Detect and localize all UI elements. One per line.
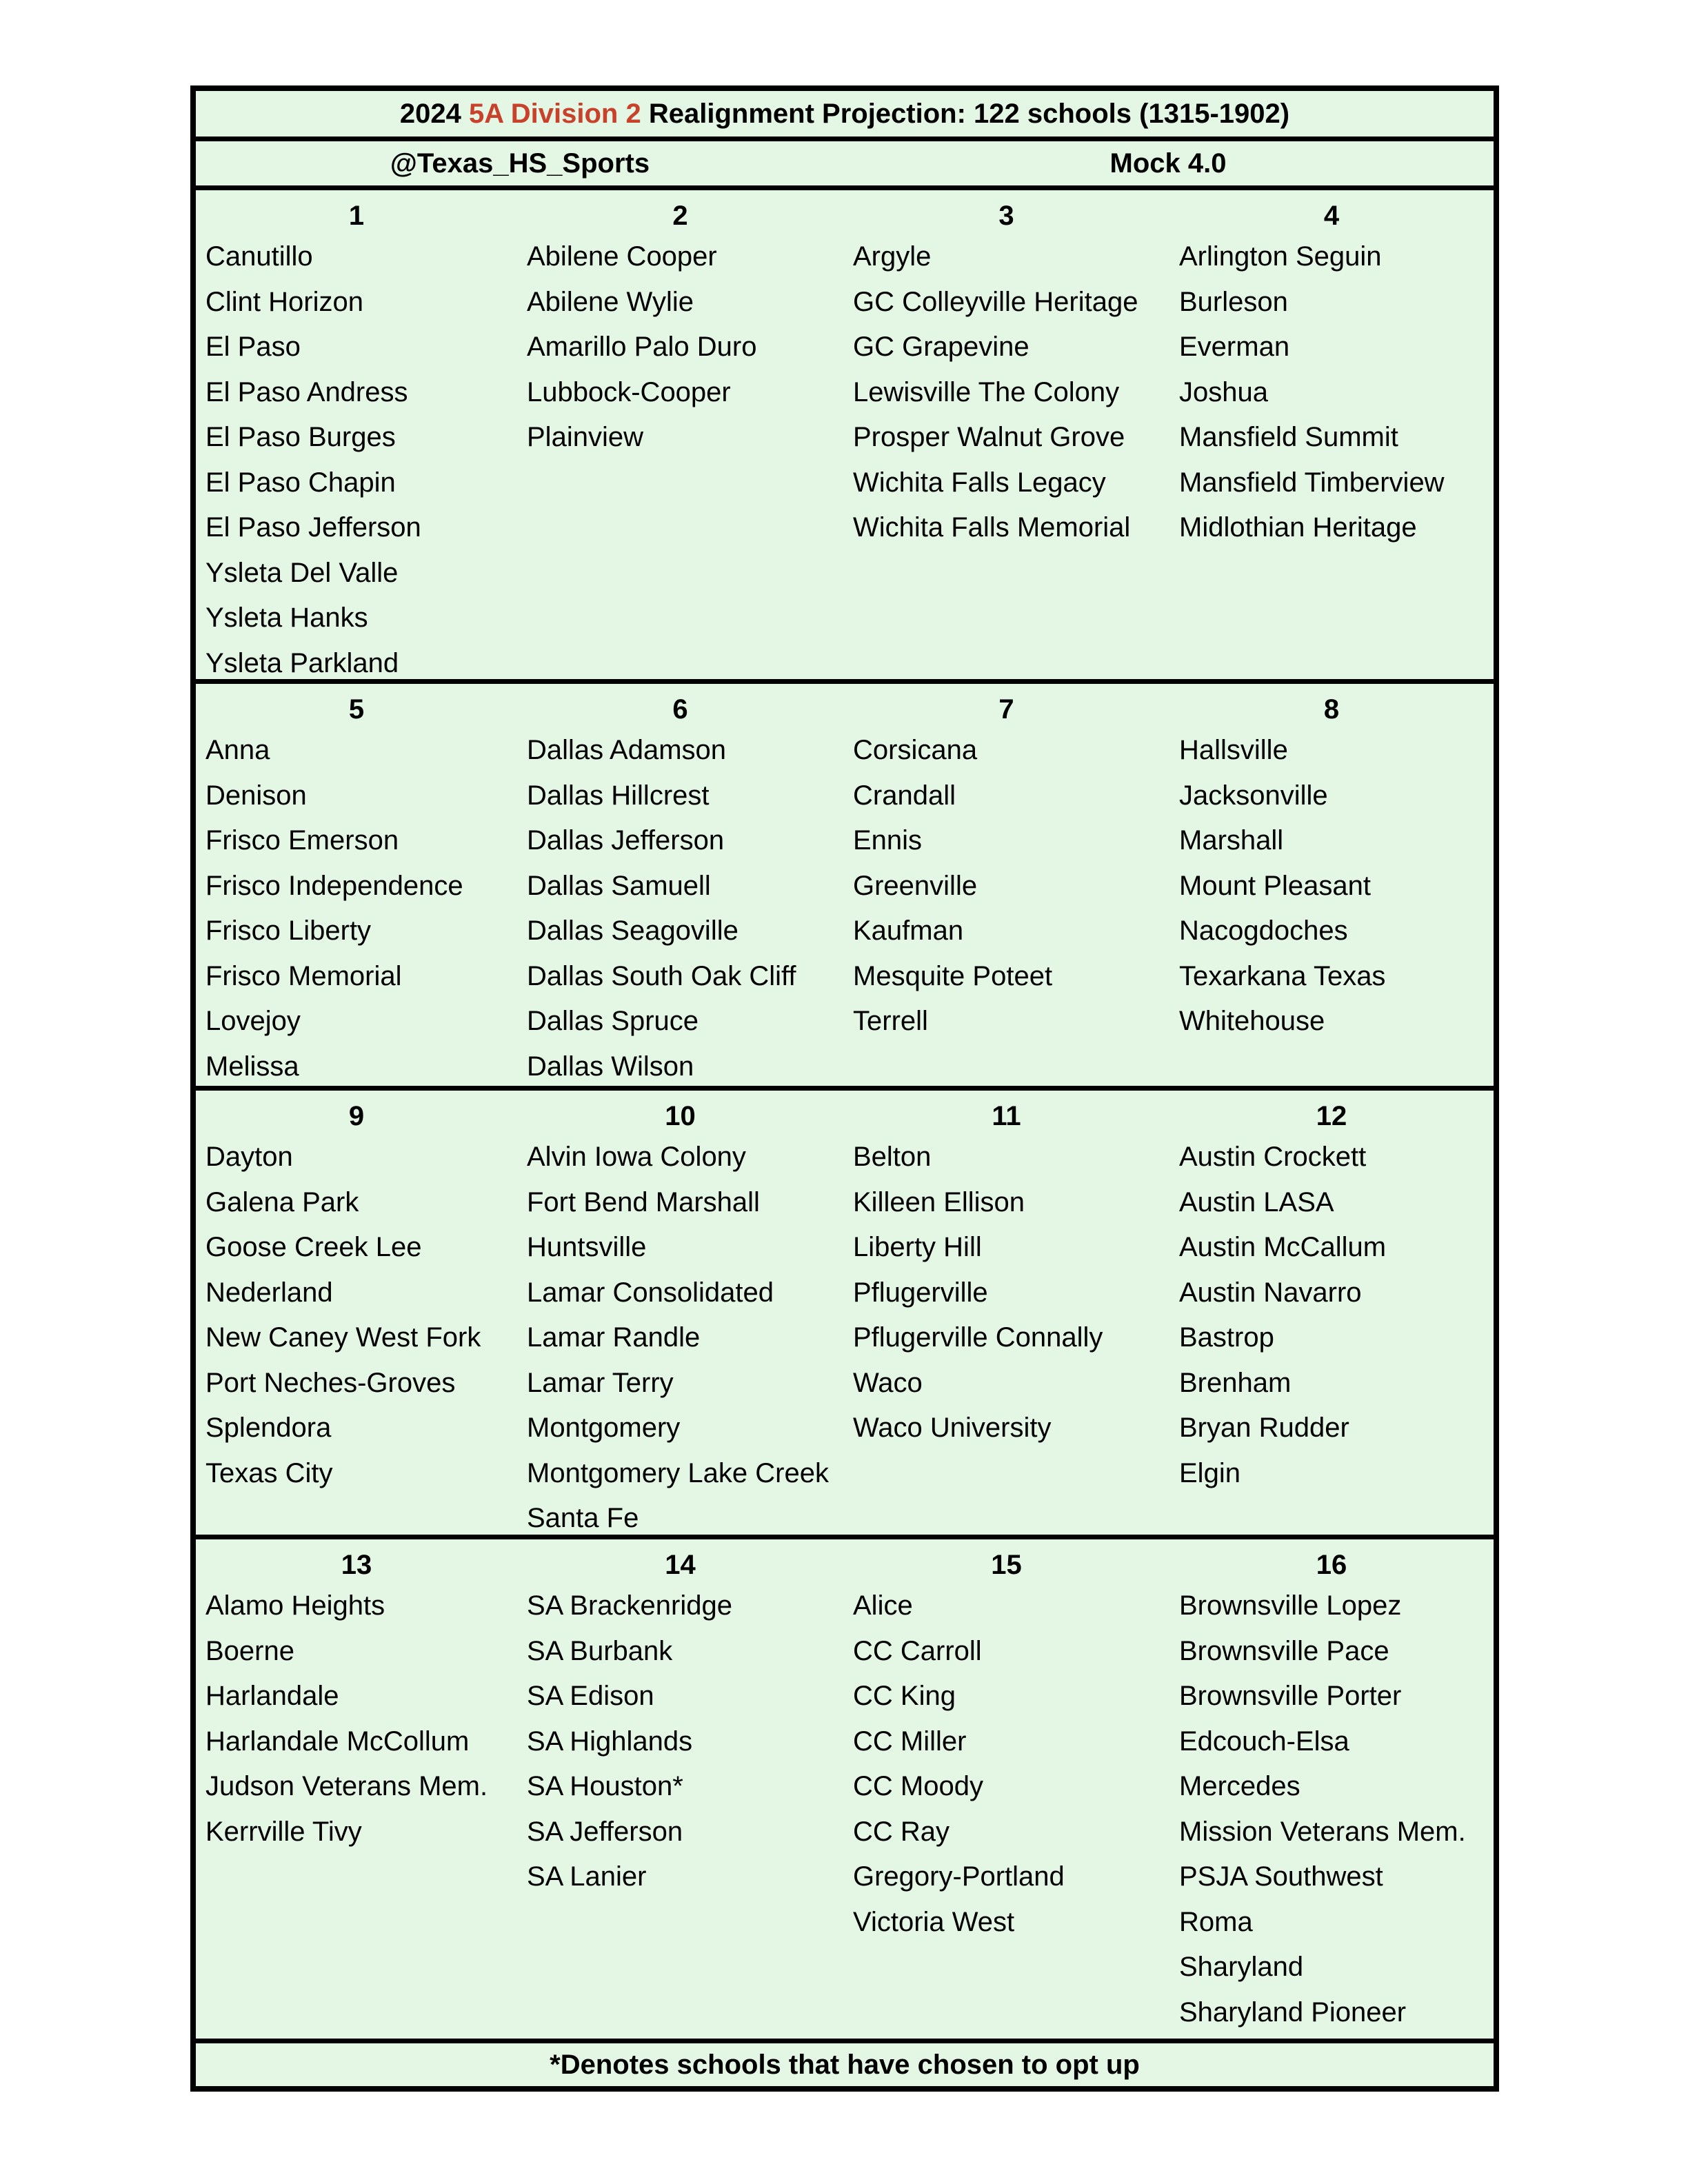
school-name: Dallas Wilson bbox=[527, 1051, 694, 1082]
school-name: Mansfield Timberview bbox=[1179, 467, 1445, 498]
school-name: Greenville bbox=[853, 870, 978, 901]
district-number: 14 bbox=[665, 1550, 696, 1580]
school-name: Harlandale McCollum bbox=[205, 1726, 470, 1757]
school-name: PSJA Southwest bbox=[1179, 1861, 1383, 1892]
school-name: Abilene Cooper bbox=[527, 241, 717, 272]
school-name: Dallas Jefferson bbox=[527, 825, 725, 856]
school-name: Everman bbox=[1179, 332, 1290, 362]
school-name: SA Jefferson bbox=[527, 1816, 683, 1847]
school-name: Sharyland Pioneer bbox=[1179, 1996, 1407, 2028]
school-name: Austin Crockett bbox=[1179, 1142, 1367, 1172]
school-name: Wichita Falls Memorial bbox=[853, 512, 1131, 543]
school-name: Harlandale bbox=[205, 1681, 339, 1711]
school-name: CC Miller bbox=[853, 1726, 967, 1757]
school-name: Alamo Heights bbox=[205, 1590, 385, 1621]
district-column bbox=[517, 190, 843, 679]
school-name: Prosper Walnut Grove bbox=[853, 422, 1125, 452]
district-column bbox=[1169, 1539, 1494, 2039]
school-name: Lovejoy bbox=[205, 1006, 301, 1036]
school-name: Ysleta Parkland bbox=[205, 647, 399, 678]
school-name: New Caney West Fork bbox=[205, 1322, 481, 1353]
school-name: Gregory-Portland bbox=[853, 1861, 1065, 1892]
district-column bbox=[517, 1091, 843, 1535]
district-number: 4 bbox=[1323, 201, 1340, 231]
school-name: Waco University bbox=[853, 1413, 1052, 1443]
school-name: GC Colleyville Heritage bbox=[853, 286, 1138, 317]
school-name: Joshua bbox=[1179, 376, 1268, 407]
district-number: 13 bbox=[341, 1550, 372, 1580]
school-name: Melissa bbox=[205, 1051, 299, 1082]
twitter-handle: @Texas_HS_Sports bbox=[390, 148, 650, 179]
school-name: SA Highlands bbox=[527, 1726, 693, 1757]
school-name: Dayton bbox=[205, 1142, 293, 1172]
mock-version: Mock 4.0 bbox=[1109, 148, 1227, 179]
school-name: Killeen Ellison bbox=[853, 1186, 1025, 1217]
school-name: CC Ray bbox=[853, 1816, 950, 1847]
school-name: Midlothian Heritage bbox=[1179, 512, 1417, 543]
school-name: Frisco Emerson bbox=[205, 825, 399, 856]
school-name: Abilene Wylie bbox=[527, 286, 694, 317]
school-name: Fort Bend Marshall bbox=[527, 1186, 760, 1217]
district-number: 2 bbox=[672, 201, 688, 231]
school-name: Frisco Independence bbox=[205, 870, 463, 901]
district-column bbox=[196, 1539, 517, 2039]
school-name: Brownsville Pace bbox=[1179, 1635, 1389, 1666]
district-column bbox=[843, 684, 1169, 1086]
school-name: Canutillo bbox=[205, 241, 313, 272]
school-name: Frisco Memorial bbox=[205, 960, 402, 991]
school-name: SA Edison bbox=[527, 1681, 654, 1711]
school-name: Alvin Iowa Colony bbox=[527, 1142, 746, 1172]
school-name: Dallas South Oak Cliff bbox=[527, 960, 796, 991]
district-block-5-8 bbox=[196, 684, 1494, 1091]
district-column bbox=[843, 190, 1169, 679]
school-name: Lamar Randle bbox=[527, 1322, 701, 1353]
school-name: Lubbock-Cooper bbox=[527, 376, 731, 407]
district-number: 1 bbox=[348, 201, 365, 231]
district-number: 10 bbox=[665, 1101, 696, 1131]
district-number: 15 bbox=[991, 1550, 1022, 1580]
school-name: Amarillo Palo Duro bbox=[527, 332, 757, 362]
school-name: Alice bbox=[853, 1590, 913, 1621]
district-number: 8 bbox=[1323, 694, 1340, 725]
school-name: Plainview bbox=[527, 422, 643, 452]
school-name: Kerrville Tivy bbox=[205, 1816, 362, 1847]
school-name: Brownsville Lopez bbox=[1179, 1590, 1402, 1621]
school-name: Lamar Terry bbox=[527, 1367, 674, 1398]
school-name: El Paso Chapin bbox=[205, 467, 396, 498]
school-name: Dallas Seagoville bbox=[527, 916, 738, 946]
title-division: 5A Division 2 bbox=[469, 98, 641, 129]
district-column bbox=[1169, 190, 1494, 679]
school-name: Dallas Samuell bbox=[527, 870, 711, 901]
school-name: Mission Veterans Mem. bbox=[1179, 1816, 1466, 1847]
district-number: 3 bbox=[998, 201, 1014, 231]
school-name: Corsicana bbox=[853, 735, 978, 765]
school-name: Burleson bbox=[1179, 286, 1288, 317]
school-name: Huntsville bbox=[527, 1232, 647, 1262]
subtitle-row bbox=[196, 141, 1494, 190]
school-name: Goose Creek Lee bbox=[205, 1232, 422, 1262]
school-name: Lewisville The Colony bbox=[853, 376, 1120, 407]
district-number: 5 bbox=[348, 694, 365, 725]
school-name: Santa Fe bbox=[527, 1503, 639, 1533]
school-name: SA Lanier bbox=[527, 1861, 647, 1892]
school-name: Judson Veterans Mem. bbox=[205, 1771, 488, 1801]
district-column bbox=[843, 1539, 1169, 2039]
school-name: GC Grapevine bbox=[853, 332, 1029, 362]
district-column bbox=[196, 1091, 517, 1535]
school-name: Terrell bbox=[853, 1006, 928, 1036]
school-name: Elgin bbox=[1179, 1457, 1240, 1488]
school-name: Whitehouse bbox=[1179, 1006, 1325, 1036]
school-name: CC Carroll bbox=[853, 1635, 982, 1666]
school-name: Mercedes bbox=[1179, 1771, 1300, 1801]
school-name: Mansfield Summit bbox=[1179, 422, 1398, 452]
school-name: Belton bbox=[853, 1142, 932, 1172]
school-name: Edcouch-Elsa bbox=[1179, 1726, 1349, 1757]
title-year: 2024 bbox=[399, 98, 461, 129]
district-column bbox=[517, 1539, 843, 2039]
school-name: Port Neches-Groves bbox=[205, 1367, 456, 1398]
school-name: Mesquite Poteet bbox=[853, 960, 1053, 991]
district-column bbox=[196, 190, 517, 679]
school-name: Pflugerville bbox=[853, 1277, 988, 1308]
school-name: Ysleta Del Valle bbox=[205, 557, 399, 588]
school-name: Hallsville bbox=[1179, 735, 1288, 765]
school-name: Dallas Spruce bbox=[527, 1006, 699, 1036]
school-name: Boerne bbox=[205, 1635, 294, 1666]
school-name: El Paso Jefferson bbox=[205, 512, 421, 543]
school-name: Waco bbox=[853, 1367, 923, 1398]
school-name: Arlington Seguin bbox=[1179, 241, 1382, 272]
school-name: Mount Pleasant bbox=[1179, 870, 1371, 901]
school-name: Montgomery Lake Creek bbox=[527, 1457, 829, 1488]
school-name: Pflugerville Connally bbox=[853, 1322, 1103, 1353]
district-column bbox=[517, 684, 843, 1086]
district-number: 6 bbox=[672, 694, 688, 725]
district-number: 9 bbox=[348, 1101, 365, 1131]
school-name: Jacksonville bbox=[1179, 780, 1328, 811]
school-name: Nacogdoches bbox=[1179, 916, 1348, 946]
school-name: Galena Park bbox=[205, 1186, 359, 1217]
school-name: Clint Horizon bbox=[205, 286, 363, 317]
school-name: El Paso Andress bbox=[205, 376, 408, 407]
title-rest: Realignment Projection: 122 schools (1315-1902) bbox=[648, 98, 1290, 129]
school-name: Montgomery bbox=[527, 1413, 681, 1443]
school-name: Crandall bbox=[853, 780, 956, 811]
footnote: *Denotes schools that have chosen to opt up bbox=[550, 2049, 1140, 2080]
school-name: Bryan Rudder bbox=[1179, 1413, 1349, 1443]
school-name: Austin Navarro bbox=[1179, 1277, 1362, 1308]
school-name: El Paso bbox=[205, 332, 301, 362]
school-name: Austin McCallum bbox=[1179, 1232, 1387, 1262]
school-name: Nederland bbox=[205, 1277, 333, 1308]
school-name: Brownsville Porter bbox=[1179, 1681, 1402, 1711]
district-number: 12 bbox=[1316, 1101, 1347, 1131]
district-number: 11 bbox=[992, 1101, 1021, 1131]
school-name: Texas City bbox=[205, 1457, 333, 1488]
school-name: Marshall bbox=[1179, 825, 1284, 856]
school-name: CC King bbox=[853, 1681, 956, 1711]
school-name: El Paso Burges bbox=[205, 422, 396, 452]
school-name: CC Moody bbox=[853, 1771, 983, 1801]
school-name: Ennis bbox=[853, 825, 923, 856]
school-name: Dallas Hillcrest bbox=[527, 780, 710, 811]
school-name: Texarkana Texas bbox=[1179, 960, 1386, 991]
school-name: Splendora bbox=[205, 1413, 332, 1443]
school-name: SA Houston* bbox=[527, 1771, 683, 1801]
district-block-13-16 bbox=[196, 1539, 1494, 2043]
district-column bbox=[196, 684, 517, 1086]
school-name: Frisco Liberty bbox=[205, 916, 372, 946]
school-name: Brenham bbox=[1179, 1367, 1292, 1398]
realignment-table bbox=[190, 85, 1499, 2092]
school-name: Dallas Adamson bbox=[527, 735, 727, 765]
district-block-1-4 bbox=[196, 190, 1494, 684]
school-name: Denison bbox=[205, 780, 307, 811]
school-name: Roma bbox=[1179, 1906, 1253, 1937]
school-name: Ysleta Hanks bbox=[205, 603, 368, 633]
school-name: Lamar Consolidated bbox=[527, 1277, 774, 1308]
district-column bbox=[1169, 1091, 1494, 1535]
district-number: 16 bbox=[1316, 1550, 1347, 1580]
school-name: Anna bbox=[205, 735, 270, 765]
district-block-9-12 bbox=[196, 1091, 1494, 1539]
district-column bbox=[843, 1091, 1169, 1535]
school-name: Sharyland bbox=[1179, 1952, 1304, 1982]
school-name: SA Brackenridge bbox=[527, 1590, 732, 1621]
district-column bbox=[1169, 684, 1494, 1086]
table-title bbox=[196, 91, 1494, 141]
school-name: Liberty Hill bbox=[853, 1232, 982, 1262]
school-name: Bastrop bbox=[1179, 1322, 1274, 1353]
school-name: Victoria West bbox=[853, 1906, 1015, 1937]
school-name: Argyle bbox=[853, 241, 932, 272]
school-name: SA Burbank bbox=[527, 1635, 673, 1666]
district-number: 7 bbox=[998, 694, 1014, 725]
school-name: Wichita Falls Legacy bbox=[853, 467, 1106, 498]
school-name: Austin LASA bbox=[1179, 1186, 1334, 1217]
school-name: Kaufman bbox=[853, 916, 964, 946]
